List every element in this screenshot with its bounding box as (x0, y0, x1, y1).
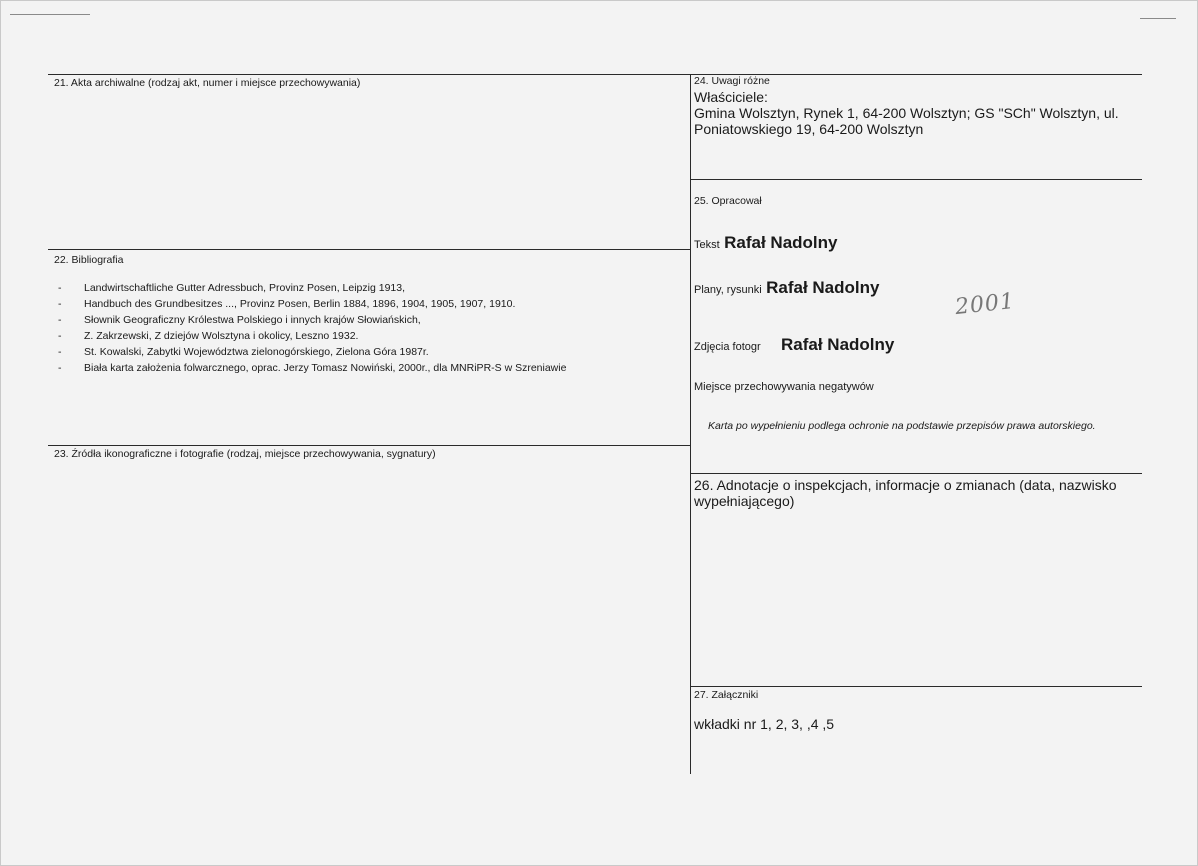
section-22-label: 22. Bibliografia (54, 254, 124, 266)
plany-author: Rafał Nadolny (766, 278, 880, 297)
divider-24-25 (690, 179, 1142, 180)
list-item: - Handbuch des Grundbesitzes ..., Provinz Posen, Berlin 1884, 1896, 1904, 1905, 1907, 1910. (58, 297, 566, 313)
copyright-note: Karta po wypełnieniu podlega ochronie na podstawie przepisów prawa autorskiego. (708, 420, 1096, 432)
attachments-content: wkładki nr 1, 2, 3, ,4 ,5 (694, 716, 835, 732)
tekst-row (694, 233, 838, 253)
row-top-line (48, 74, 1142, 75)
section-25-label: 25. Opracował (694, 195, 762, 207)
bullet-dash: - (58, 345, 62, 358)
section-21-label: 21. Akta archiwalne (rodzaj akt, numer i miejsce przechowywania) (54, 77, 361, 89)
divider-21-22 (48, 249, 690, 250)
divider-25-26 (690, 473, 1142, 474)
divider-22-23 (48, 445, 690, 446)
plany-row (694, 278, 879, 298)
zdjecia-author: Rafał Nadolny (781, 335, 895, 354)
list-item: - Biała karta założenia folwarcznego, oprac. Jerzy Tomasz Nowiński, 2000r., dla MNRiPR-S w Szreniawie (58, 361, 566, 377)
section-24-label: 24. Uwagi różne (694, 75, 770, 87)
bullet-dash: - (58, 329, 62, 342)
list-item: - Z. Zakrzewski, Z dziejów Wolsztyna i okolicy, Leszno 1932. (58, 329, 566, 345)
bullet-dash: - (58, 313, 62, 326)
owners-line-2: Poniatowskiego 19, 64-200 Wolsztyn (694, 121, 924, 137)
owners-line-1: Gmina Wolsztyn, Rynek 1, 64-200 Wolsztyn; GS "SCh" Wolsztyn, ul. (694, 105, 1119, 121)
tekst-author: Rafał Nadolny (724, 233, 838, 252)
list-item: - St. Kowalski, Zabytki Województwa zielonogórskiego, Zielona Góra 1987r. (58, 345, 566, 361)
section-26-label-line-2: wypełniającego) (694, 493, 795, 509)
bullet-dash: - (58, 282, 62, 294)
negatives-location-label: Miejsce przechowywania negatywów (694, 381, 874, 393)
section-23-label: 23. Źródła ikonograficzne i fotografie (rodzaj, miejsce przechowywania, sygnatury) (54, 448, 436, 460)
handwritten-date: 2001 (953, 288, 1017, 321)
tekst-label: Tekst (694, 239, 720, 251)
list-item: - Landwirtschaftliche Gutter Adressbuch, Provinz Posen, Leipzig 1913, (58, 281, 566, 297)
section-26-label-line-1: 26. Adnotacje o inspekcjach, informacje o zmianach (data, nazwisko (694, 477, 1117, 493)
top-edge-mark-left (10, 14, 90, 15)
divider-26-27 (690, 686, 1142, 687)
bullet-dash: - (58, 361, 62, 374)
plany-label: Plany, rysunki (694, 284, 762, 296)
top-edge-mark-right (1140, 18, 1176, 19)
section-27-label: 27. Załączniki (694, 689, 759, 701)
owners-heading: Właściciele: (694, 89, 768, 105)
bibliography-list (58, 281, 566, 376)
zdjecia-label: Zdjęcia fotogr (694, 341, 761, 353)
list-item: - Słownik Geograficzny Królestwa Polskiego i innych krajów Słowiańskich, (58, 313, 566, 329)
bullet-dash: - (58, 297, 62, 310)
